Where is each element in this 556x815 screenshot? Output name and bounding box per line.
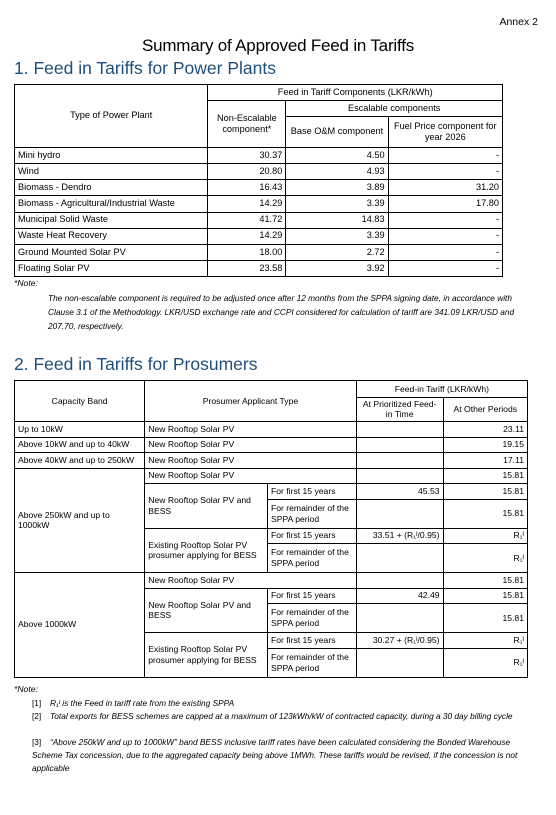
applicant-type: New Rooftop Solar PV and BESS — [145, 484, 268, 529]
base-om-value: 3.92 — [286, 260, 388, 276]
non-escalable-value: 30.37 — [208, 148, 286, 164]
prosumer-tariff-table — [14, 380, 528, 678]
prioritized-value — [356, 453, 443, 469]
fuel-price-value: - — [388, 212, 502, 228]
table-row — [15, 148, 503, 164]
table-row — [15, 422, 528, 438]
footnote-text: “Above 250kW and up to 1000kW” band BESS inclusive tariff rates have been calculated considering the Bonded Warehouse Scheme Tax concession, due to the aggregated capacity being above 1MWh. These tariffs would be revised, if the concession is not applicable — [32, 737, 518, 773]
footnote — [32, 697, 536, 710]
non-escalable-header: Non-Escalable component* — [208, 101, 286, 148]
prioritized-value: 33.51 + (R₁ᴵ/0.95) — [356, 528, 443, 544]
plant-type: Biomass - Dendro — [15, 180, 208, 196]
other-periods-value: 15.81 — [443, 573, 527, 589]
footnote-text: Total exports for BESS schemes are capped at a maximum of 123kWh/kW of contracted capacity, during a 30 day billing cycle — [50, 711, 513, 721]
capacity-band: Up to 10kW — [15, 422, 145, 438]
page-title: Summary of Approved Feed in Tariffs — [141, 36, 415, 55]
prioritized-value: 42.49 — [356, 588, 443, 604]
fuel-price-header: Fuel Price component for year 2026 — [388, 117, 502, 148]
non-escalable-value: 23.58 — [208, 260, 286, 276]
power-plant-tariff-table — [14, 84, 503, 277]
prioritized-value — [356, 573, 443, 589]
base-om-value: 3.39 — [286, 228, 388, 244]
period-label: For first 15 years — [268, 633, 357, 649]
applicant-type: New Rooftop Solar PV and BESS — [145, 588, 268, 633]
prioritized-value: 30.27 + (R₁ᴵ/0.95) — [356, 633, 443, 649]
table-row — [15, 468, 528, 484]
other-periods-value: R₁ᴵ — [443, 544, 527, 573]
footnote — [32, 736, 536, 775]
non-escalable-value: 14.29 — [208, 228, 286, 244]
fuel-price-value: - — [388, 228, 502, 244]
fuel-price-value: - — [388, 148, 502, 164]
non-escalable-value: 14.29 — [208, 196, 286, 212]
prioritized-value — [356, 544, 443, 573]
period-label: For remainder of the SPPA period — [268, 544, 357, 573]
applicant-type: New Rooftop Solar PV — [145, 468, 357, 484]
plant-type: Waste Heat Recovery — [15, 228, 208, 244]
fuel-price-value: - — [388, 164, 502, 180]
prioritized-value — [356, 648, 443, 677]
other-periods-header: At Other Periods — [443, 397, 527, 421]
fuel-price-value: 31.20 — [388, 180, 502, 196]
annex-label: Annex 2 — [499, 16, 538, 28]
period-label: For first 15 years — [268, 528, 357, 544]
base-om-value: 2.72 — [286, 244, 388, 260]
applicant-header: Prosumer Applicant Type — [145, 381, 357, 422]
other-periods-value: 15.81 — [443, 499, 527, 528]
other-periods-value: 19.15 — [443, 437, 527, 453]
period-label: For first 15 years — [268, 484, 357, 500]
applicant-type: New Rooftop Solar PV — [145, 573, 357, 589]
period-label: For remainder of the SPPA period — [268, 648, 357, 677]
base-om-value: 3.39 — [286, 196, 388, 212]
plant-type: Floating Solar PV — [15, 260, 208, 276]
capacity-header: Capacity Band — [15, 381, 145, 422]
other-periods-value: 23.11 — [443, 422, 527, 438]
table-row — [15, 437, 528, 453]
period-label: For remainder of the SPPA period — [268, 604, 357, 633]
other-periods-value: R₁ᴵ — [443, 648, 527, 677]
section2-heading: 2. Feed in Tariffs for Prosumers — [14, 354, 258, 374]
other-periods-value: 15.81 — [443, 468, 527, 484]
prioritized-value — [356, 499, 443, 528]
other-periods-value: R₁ᴵ — [443, 528, 527, 544]
fuel-price-value: - — [388, 260, 502, 276]
plant-type: Biomass - Agricultural/Industrial Waste — [15, 196, 208, 212]
base-om-value: 4.93 — [286, 164, 388, 180]
capacity-band: Above 250kW and up to 1000kW — [15, 468, 145, 573]
table-row — [15, 573, 528, 589]
footnote-key: [3] — [32, 737, 42, 747]
capacity-band: Above 40kW and up to 250kW — [15, 453, 145, 469]
base-om-value: 4.50 — [286, 148, 388, 164]
non-escalable-value: 16.43 — [208, 180, 286, 196]
plant-type: Municipal Solid Waste — [15, 212, 208, 228]
type-header: Type of Power Plant — [15, 85, 208, 148]
applicant-type: New Rooftop Solar PV — [145, 422, 357, 438]
fuel-price-value: - — [388, 244, 502, 260]
other-periods-value: 17.11 — [443, 453, 527, 469]
other-periods-value: 15.81 — [443, 484, 527, 500]
applicant-type: Existing Rooftop Solar PV prosumer applying for BESS — [145, 528, 268, 573]
table-row — [15, 196, 503, 212]
table-row — [15, 244, 503, 260]
other-periods-value: 15.81 — [443, 604, 527, 633]
footnote-key: [1] — [32, 698, 42, 708]
table-row — [15, 180, 503, 196]
capacity-band: Above 10kW and up to 40kW — [15, 437, 145, 453]
base-om-value: 3.89 — [286, 180, 388, 196]
section1-note-label: *Note: — [14, 278, 38, 288]
fit-header: Feed-in Tariff (LKR/kWh) — [356, 381, 527, 398]
section1-note: The non-escalable component is required to be adjusted once after 12 months from the SPPA signing date, in accordance with Clause 3.1 of the Methodology. LKR/USD exchange rate and CCPI considered for calculation of tariff are 341.09 LKR/USD and 207.70, respectively. — [48, 293, 515, 331]
footnote-key: [2] — [32, 711, 42, 721]
table-row — [15, 164, 503, 180]
fuel-price-value: 17.80 — [388, 196, 502, 212]
plant-type: Wind — [15, 164, 208, 180]
prioritized-value — [356, 422, 443, 438]
applicant-type: New Rooftop Solar PV — [145, 437, 357, 453]
footnote-text: R₁ᴵ is the Feed in tariff rate from the existing SPPA — [50, 698, 235, 708]
prioritized-value — [356, 604, 443, 633]
period-label: For remainder of the SPPA period — [268, 499, 357, 528]
plant-type: Mini hydro — [15, 148, 208, 164]
non-escalable-value: 18.00 — [208, 244, 286, 260]
prioritized-value — [356, 468, 443, 484]
table-row — [15, 453, 528, 469]
table-row — [15, 212, 503, 228]
applicant-type: Existing Rooftop Solar PV prosumer applying for BESS — [145, 633, 268, 678]
base-om-header: Base O&M component — [286, 117, 388, 148]
base-om-value: 14.83 — [286, 212, 388, 228]
table-row — [15, 228, 503, 244]
applicant-type: New Rooftop Solar PV — [145, 453, 357, 469]
period-label: For first 15 years — [268, 588, 357, 604]
non-escalable-value: 41.72 — [208, 212, 286, 228]
prioritized-value: 45.53 — [356, 484, 443, 500]
section2-note-label: *Note: — [14, 684, 38, 694]
prioritized-value — [356, 437, 443, 453]
footnote — [32, 710, 536, 723]
table-row — [15, 260, 503, 276]
non-escalable-value: 20.80 — [208, 164, 286, 180]
components-header: Feed in Tariff Components (LKR/kWh) — [208, 85, 503, 101]
escalable-header: Escalable components — [286, 101, 503, 117]
other-periods-value: R₁ᴵ — [443, 633, 527, 649]
section1-heading: 1. Feed in Tariffs for Power Plants — [14, 58, 276, 78]
other-periods-value: 15.81 — [443, 588, 527, 604]
prioritized-header: At Prioritized Feed-in Time — [356, 397, 443, 421]
plant-type: Ground Mounted Solar PV — [15, 244, 208, 260]
capacity-band: Above 1000kW — [15, 573, 145, 678]
